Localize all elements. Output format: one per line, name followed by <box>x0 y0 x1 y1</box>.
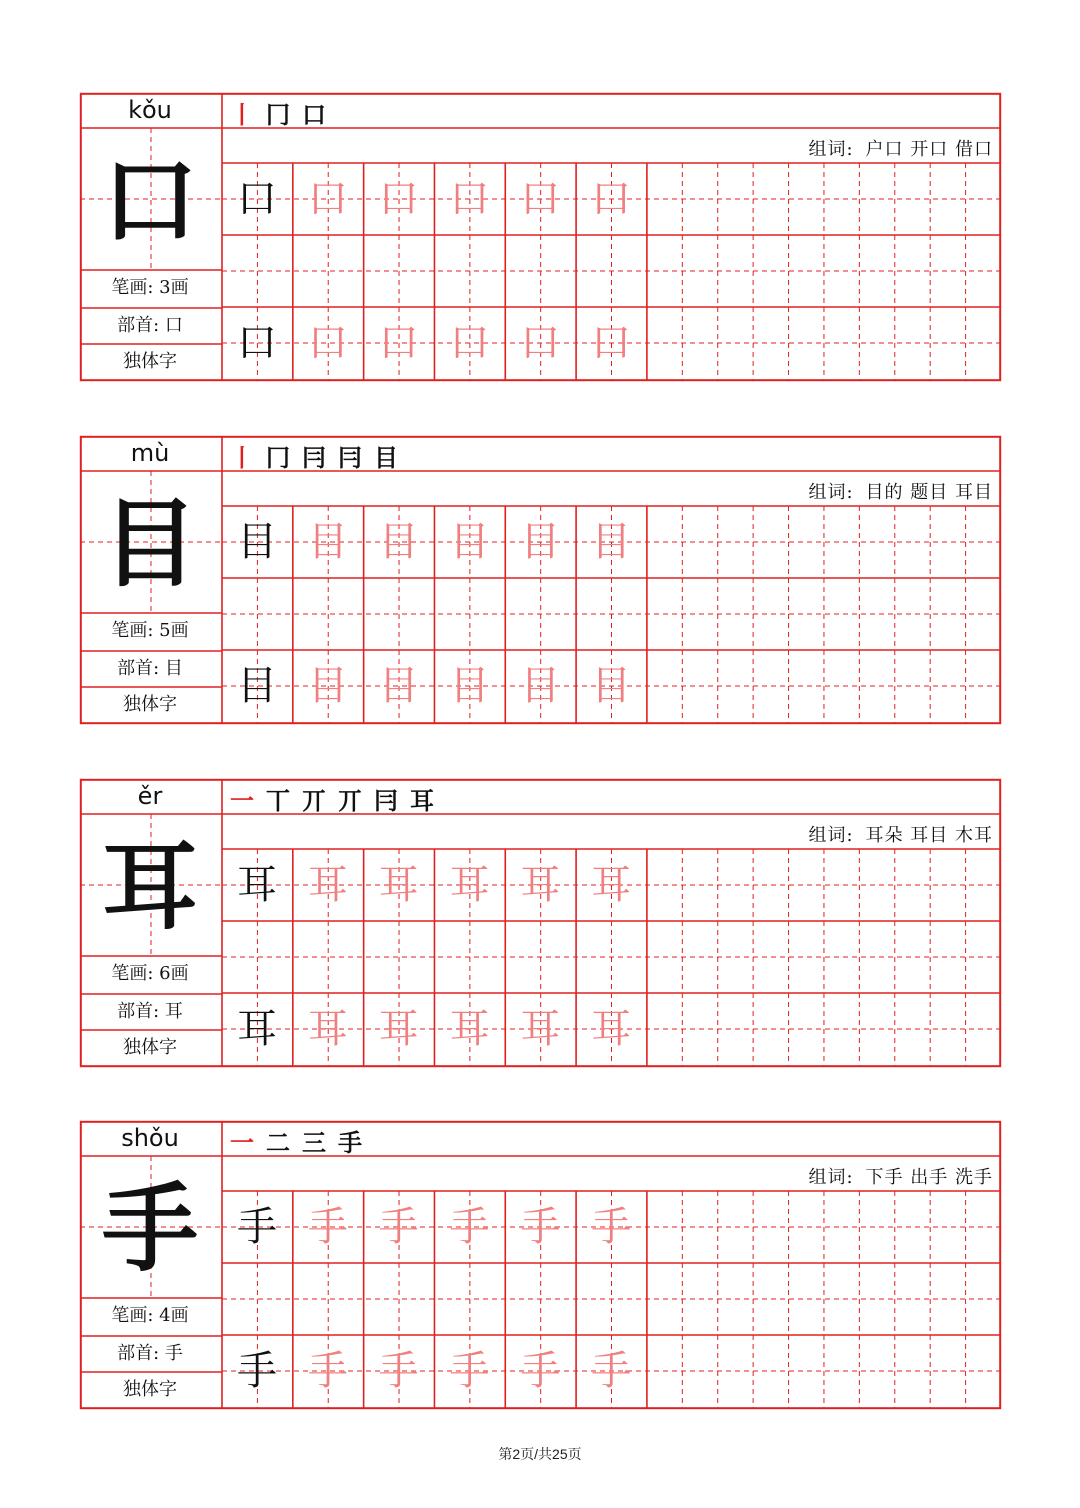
practice-trace-char: 耳 <box>307 1006 348 1052</box>
practice-trace-char: 目 <box>307 663 348 709</box>
stroke-step: 丅 <box>266 785 290 815</box>
practice-model-char: 口 <box>237 176 277 222</box>
stroke-step: 耳 <box>410 785 434 815</box>
stroke-step: 丨 <box>230 99 254 129</box>
practice-trace-char: 手 <box>520 1204 561 1250</box>
stroke-step: 目 <box>374 442 398 472</box>
practice-trace-char: 手 <box>591 1204 632 1250</box>
words-value: 下手 出手 洗手 <box>865 1167 993 1188</box>
practice-trace-char: 口 <box>378 320 419 366</box>
practice-trace-char: 耳 <box>378 862 419 908</box>
pinyin-label: shǒu <box>121 1124 179 1152</box>
structure-label: 独体字 <box>123 1379 177 1400</box>
practice-trace-char: 口 <box>520 176 561 222</box>
practice-trace-char: 口 <box>449 320 490 366</box>
structure-label: 独体字 <box>123 1037 177 1058</box>
radical-label: 部首: 手 <box>117 1343 183 1364</box>
practice-trace-char: 耳 <box>591 1006 632 1052</box>
stroke-step: 一 <box>230 785 254 815</box>
words-prefix: 组词: <box>808 825 854 846</box>
stroke-step: 三 <box>302 1127 326 1157</box>
practice-trace-char: 目 <box>449 519 490 565</box>
stroke-step: 冃 <box>302 442 326 472</box>
stroke-step: 丌 <box>338 785 362 815</box>
practice-trace-char: 口 <box>378 176 419 222</box>
character-block <box>80 779 1001 1067</box>
practice-trace-char: 手 <box>307 1204 348 1250</box>
practice-trace-char: 手 <box>378 1348 419 1394</box>
practice-trace-char: 手 <box>449 1348 490 1394</box>
practice-trace-char: 手 <box>378 1204 419 1250</box>
radical-label: 部首: 耳 <box>117 1001 183 1022</box>
practice-trace-char: 耳 <box>520 1006 561 1052</box>
practice-model-char: 手 <box>237 1348 277 1394</box>
character-block <box>80 436 1001 724</box>
stroke-step: 手 <box>338 1127 362 1157</box>
structure-label: 独体字 <box>123 351 177 372</box>
stroke-step: 冃 <box>338 442 362 472</box>
radical-label: 部首: 目 <box>117 658 183 679</box>
words-prefix: 组词: <box>808 139 854 160</box>
practice-trace-char: 目 <box>378 519 419 565</box>
practice-trace-char: 口 <box>591 320 632 366</box>
practice-trace-char: 口 <box>449 176 490 222</box>
practice-trace-char: 耳 <box>449 862 490 908</box>
practice-model-char: 目 <box>237 663 277 709</box>
stroke-order-sequence <box>228 783 436 813</box>
practice-model-char: 手 <box>237 1204 277 1250</box>
stroke-count-label: 笔画: 4画 <box>111 1305 189 1326</box>
words-value: 户口 开口 借口 <box>865 139 993 160</box>
stroke-step: 口 <box>302 99 326 129</box>
word-list <box>808 1163 993 1189</box>
stroke-order-sequence <box>228 440 400 470</box>
practice-trace-char: 手 <box>520 1348 561 1394</box>
word-list <box>808 135 993 161</box>
stroke-order-sequence <box>228 1125 364 1155</box>
practice-trace-char: 手 <box>591 1348 632 1394</box>
practice-trace-char: 耳 <box>378 1006 419 1052</box>
practice-trace-char: 目 <box>307 519 348 565</box>
practice-trace-char: 口 <box>591 176 632 222</box>
model-character: 目 <box>102 487 198 600</box>
stroke-order-sequence <box>228 97 328 127</box>
practice-trace-char: 耳 <box>307 862 348 908</box>
model-character: 耳 <box>102 830 198 943</box>
practice-trace-char: 目 <box>520 519 561 565</box>
practice-model-char: 目 <box>237 519 277 565</box>
stroke-step: 二 <box>266 1127 290 1157</box>
practice-trace-char: 耳 <box>520 862 561 908</box>
stroke-step: 丨 <box>230 442 254 472</box>
practice-trace-char: 目 <box>449 663 490 709</box>
practice-trace-char: 目 <box>520 663 561 709</box>
structure-label: 独体字 <box>123 694 177 715</box>
model-character: 口 <box>102 144 198 257</box>
model-character: 手 <box>102 1172 198 1285</box>
words-value: 耳朵 耳目 木耳 <box>865 825 993 846</box>
page-footer: 第2页/共25页 <box>498 1446 582 1462</box>
practice-trace-char: 口 <box>520 320 561 366</box>
practice-trace-char: 目 <box>591 519 632 565</box>
character-block <box>80 93 1001 381</box>
words-prefix: 组词: <box>808 1167 854 1188</box>
pinyin-label: mù <box>130 439 170 467</box>
words-prefix: 组词: <box>808 482 854 503</box>
stroke-step: 丌 <box>302 785 326 815</box>
practice-trace-char: 口 <box>307 176 348 222</box>
character-block <box>80 1121 1001 1409</box>
stroke-count-label: 笔画: 5画 <box>111 620 189 641</box>
practice-trace-char: 耳 <box>591 862 632 908</box>
pinyin-label: ěr <box>137 782 163 810</box>
stroke-count-label: 笔画: 3画 <box>111 277 189 298</box>
words-value: 目的 题目 耳目 <box>865 482 993 503</box>
stroke-step: 冂 <box>266 442 290 472</box>
practice-trace-char: 手 <box>449 1204 490 1250</box>
stroke-step: 冂 <box>266 99 290 129</box>
stroke-step: 一 <box>230 1127 254 1157</box>
practice-trace-char: 手 <box>307 1348 348 1394</box>
word-list <box>808 821 993 847</box>
practice-trace-char: 目 <box>378 663 419 709</box>
practice-model-char: 耳 <box>237 1006 277 1052</box>
practice-trace-char: 目 <box>591 663 632 709</box>
stroke-step: 冃 <box>374 785 398 815</box>
practice-trace-char: 口 <box>307 320 348 366</box>
pinyin-label: kǒu <box>128 96 172 124</box>
practice-trace-char: 耳 <box>449 1006 490 1052</box>
practice-model-char: 耳 <box>237 862 277 908</box>
practice-model-char: 口 <box>237 320 277 366</box>
stroke-count-label: 笔画: 6画 <box>111 963 189 984</box>
radical-label: 部首: 口 <box>117 315 183 336</box>
word-list <box>808 478 993 504</box>
